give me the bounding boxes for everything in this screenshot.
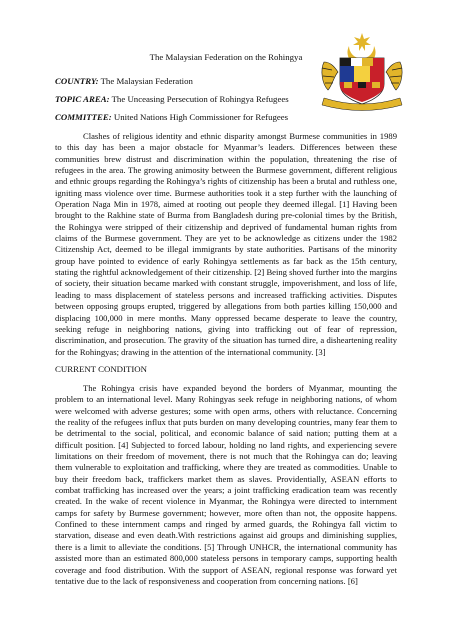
committee-label: COMMITTEE: (55, 112, 112, 122)
current-condition-paragraph: The Rohingya crisis have expanded beyond the borders of Myanmar, mounting the problem to an international level. Many Rohingyas seek refuge in neighboring nations, of whom were welcomed with adverse gestures; some with open arms, others with reluctance. Concerning the reality of the refugees influx that puts burden on many developing countries, many fear them to be detrimental to the social, political, and economic balance of said nation; putting them at a difficult position. [4] Subjected to forced labour, holding no land rights, and experiencing severe limitations on their freedom of movement, there is not much that the Rohingya can do; leaving them vulnerable to exploitation and trafficking, where they are treated as commodities. Unable to buy their freedom back, traffickers market them as slaves. Providentially, ASEAN efforts to combat trafficking has increased over the years; a joint trafficking eradication team was recently created. In the wake of recent violence in Myanmar, the Rohingya were directed to internment camps for safety by Burmese government; however, more often than not, the opposite happens. Confined to these internment camps and ringed by armed guards, the Rohingya fall victim to starvation, disease and even death.With restrictions against aid groups and diminishing supplies, there is a limit to alleviate the conditions. [5] Through UNHCR, the international community has assisted more than an estimated 800,000 stateless persons in temporary camps, supporting health coverage and food distribution. With the support of ASEAN, regional response was forward yet tentative due to the lack of responsiveness and cooperation from concerning nations. [6] (55, 383, 397, 586)
topic-value: The Unceasing Persecution of Rohingya Refugees (111, 94, 289, 104)
page-title: The Malaysian Federation on the Rohingya (149, 52, 303, 62)
country-line (55, 76, 193, 86)
committee-line (55, 112, 288, 122)
topic-label: TOPIC AREA: (55, 94, 110, 104)
topic-line (55, 94, 289, 104)
country-value: The Malaysian Federation (100, 76, 193, 86)
section-heading: CURRENT CONDITION (55, 364, 147, 374)
coat-of-arms-icon (316, 32, 408, 114)
country-label: COUNTRY: (55, 76, 99, 86)
committee-value: United Nations High Commissioner for Refugees (113, 112, 289, 122)
background-paragraph: Clashes of religious identity and ethnic disparity amongst Burmese communities in 1989 to this day has been a major obstacle for Myanmar’s leaders. Differences between these communities brew distrust and discrimination within the population, threatening the rise of refugees in the area. The growing animosity between the Burmese government, different religious and ethnic groups regarding the Rohingya’s rights of citizenship has been a brutal and ruthless one, igniting mass violence over time. Burmese authorities took it a step further with the launching of Operation Naga Min in 1978, aimed at rooting out people they deemed illegal. [1] Having been brought to the Rakhine state of Burma from Bangladesh during pre-colonial times by the British, the Rohingya were stripped of their citizenship and deprived of fundamental human rights from claims of the Burmese government. They are yet to be acknowledge as citizens under the 1982 Citizenship Act, deemed to be illegal immigrants by state authorities. Partisans of the minority group have pointed to evidence of early Rohingya settlements as far back as the 15th century, stating the rightful acknowledgement of their citizenship. [2] Being shoved further into the margins of society, their situation became marked with constant struggle, impoverishment, and loss of life, leading to mass displacement of stateless persons and increased trafficking activities. Disputes between opposing groups erupted, triggered by allegations from both parties killing 150,000 and displacing 100,000 in mere months. Many oppressed became desperate to leave the country, seeking refuge in neighboring nations, giving into trafficking out of fear of repression, discrimination, and prosecution. The gravity of the situation has turned dire, a disheartening reality for the Rohingyas; drawing in the attention of the international community. [3] (55, 131, 397, 357)
